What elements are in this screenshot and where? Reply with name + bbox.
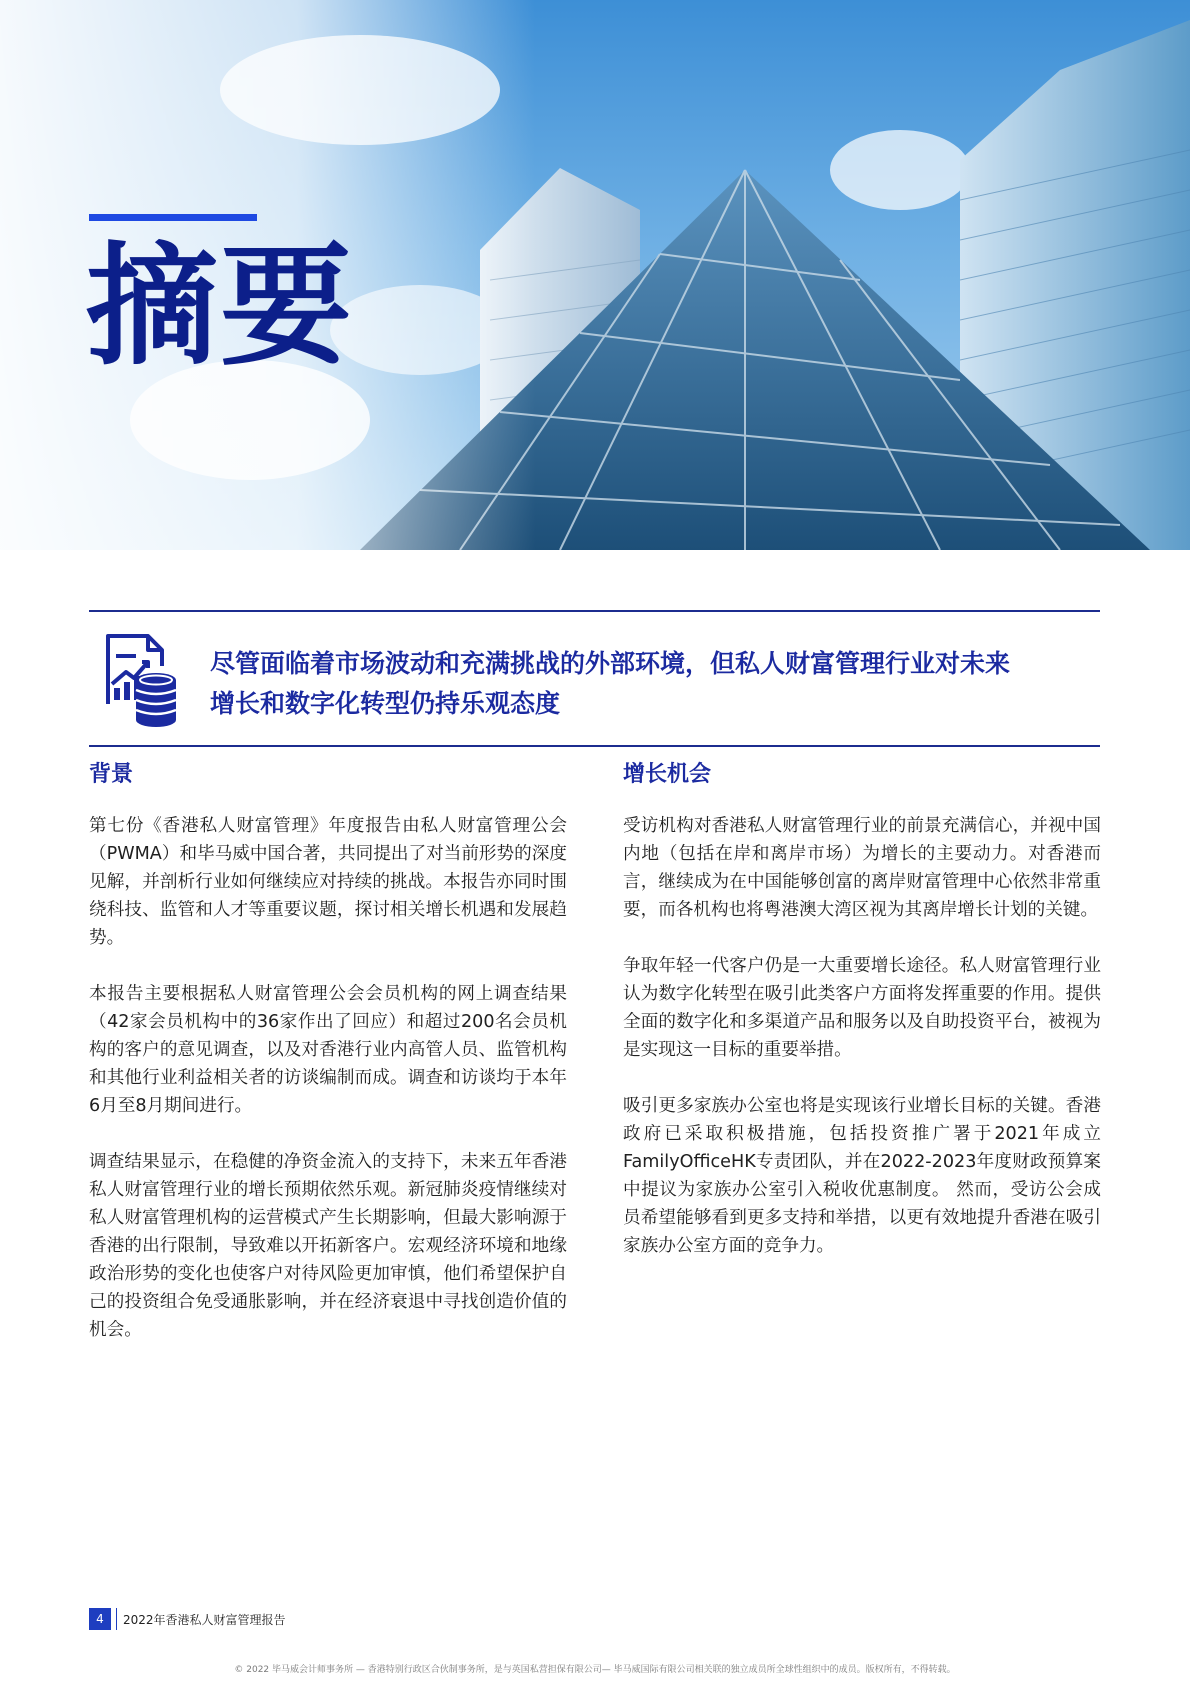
- growth-heading: 增长机会: [623, 762, 712, 787]
- page-number: 4: [89, 1608, 111, 1630]
- background-paragraph: 调查结果显示，在稳健的净资金流入的支持下，未来五年香港私人财富管理行业的增长预期依然乐观。新冠肺炎疫情继续对私人财富管理机构的运营模式产生长期影响，但最大影响源于香港的出行限制，导致难以开拓新客户。宏观经济环境和地缘政治形势的变化也使客户对待风险更加审慎，他们希望保护自己的投资组合免受通胀影响，并在经济衰退中寻找创造价值的机会。: [89, 1152, 567, 1340]
- report-title: 2022年香港私人财富管理报告: [123, 1612, 286, 1627]
- growth-section: [623, 760, 1101, 1288]
- footer-divider: [116, 1608, 117, 1630]
- page-title: 摘要: [86, 230, 354, 384]
- background-section: [89, 760, 567, 1372]
- background-heading: 背景: [89, 762, 134, 787]
- callout-line-1: 尽管面临着市场波动和充满挑战的外部环境，但私人财富管理行业对未来: [210, 649, 1011, 678]
- hero-image: [0, 0, 1190, 550]
- callout-top-rule: [89, 610, 1100, 612]
- legal-notice: © 2022 毕马威会计师事务所 — 香港特别行政区合伙制事务所，是与英国私营担保有限公司— 毕马威国际有限公司相关联的独立成员所全球性组织中的成员。版权所有，不得转载。: [234, 1665, 956, 1675]
- background-paragraph: 第七份《香港私人财富管理》年度报告由私人财富管理公会（PWMA）和毕马威中国合著，共同提出了对当前形势的深度见解，并剖析行业如何继续应对持续的挑战。本报告亦同时围绕科技、监管和人才等重要议题，探讨相关增长机遇和发展趋势。: [89, 816, 567, 948]
- title-accent-bar: [89, 214, 257, 221]
- growth-paragraph: 吸引更多家族办公室也将是实现该行业增长目标的关键。香港政府已采取积极措施，包括投资推广署于2021年成立FamilyOfficeHK专责团队，并在2022-2023年度财政预算案中提议为家族办公室引入税收优惠制度。 然而，受访公会成员希望能够看到更多支持和举措，以更有效地提升香港在吸引家族办公室方面的竞争力。: [623, 1096, 1101, 1256]
- background-paragraph: 本报告主要根据私人财富管理公会会员机构的网上调查结果（42家会员机构中的36家作出了回应）和超过200名会员机构的客户的意见调查，以及对香港行业内高管人员、监管机构和其他行业利益相关者的访谈编制而成。调查和访谈均于本年6月至8月期间进行。: [89, 984, 567, 1116]
- report-coins-icon: [98, 632, 180, 728]
- callout-headline: [210, 644, 1100, 724]
- callout-line-2: 增长和数字化转型仍持乐观态度: [210, 689, 561, 718]
- growth-paragraph: 争取年轻一代客户仍是一大重要增长途径。私人财富管理行业认为数字化转型在吸引此类客户方面将发挥重要的作用。提供全面的数字化和多渠道产品和服务以及自助投资平台，被视为是实现这一目标的重要举措。: [623, 956, 1101, 1060]
- page-footer: [89, 1608, 286, 1630]
- growth-paragraph: 受访机构对香港私人财富管理行业的前景充满信心，并视中国内地（包括在岸和离岸市场）为增长的主要动力。对香港而言，继续成为在中国能够创富的离岸财富管理中心依然非常重要，而各机构也将粤港澳大湾区视为其离岸增长计划的关键。: [623, 816, 1101, 920]
- callout-bottom-rule: [89, 745, 1100, 747]
